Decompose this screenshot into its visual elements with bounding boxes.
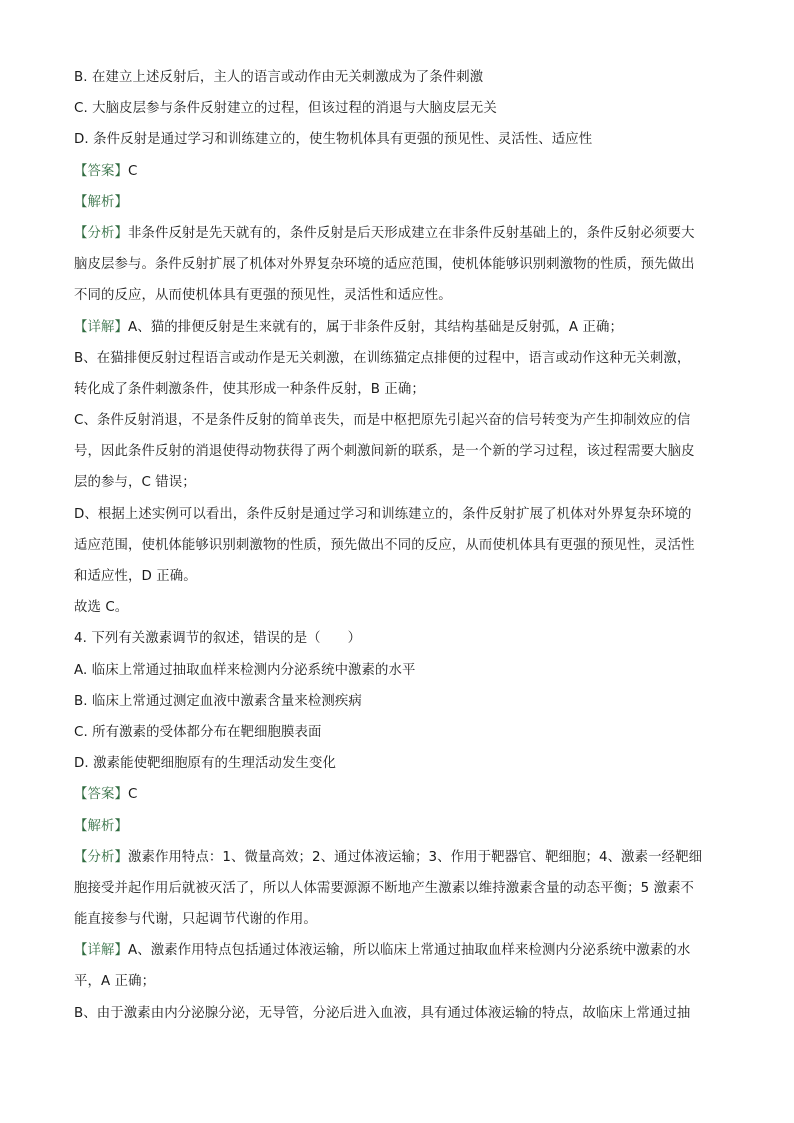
answer-value: C: [127, 163, 138, 179]
q3-xiangjie-line: D、根据上述实例可以看出，条件反射是通过学习和训练建立的，条件反射扩展了机体对外界复杂环境的: [74, 506, 692, 522]
xiangjie-text: A、猫的排便反射是生来就有的，属于非条件反射，其结构基础是反射弧，A 正确；: [127, 319, 624, 335]
q4-option-a: A. 临床上常通过抽取血样来检测内分泌系统中激素的水平: [74, 662, 416, 678]
q4-analysis-heading: 【解析】: [74, 818, 128, 834]
answer-value: C: [127, 787, 138, 803]
xiangjie-text: A、激素作用特点包括通过体液运输，所以临床上常通过抽取血样来检测内分泌系统中激素的水: [127, 943, 691, 959]
q3-option-b: B. 在建立上述反射后，主人的语言或动作由无关刺激成为了条件刺激: [74, 70, 484, 85]
q3-conclusion: 故选 C。: [74, 600, 129, 616]
q3-xiangjie-line: 号，因此条件反射的消退使得动物获得了两个刺激间新的联系，是一个新的学习过程，该过程需要大脑皮: [74, 444, 695, 460]
q4-fenxi-line: 胞接受并起作用后就被灭活了，所以人体需要源源不断地产生激素以维持激素含量的动态平衡；5 激素不: [74, 880, 695, 896]
q3-xiangjie-line: [74, 312, 724, 343]
q4-xiangjie-line: [74, 935, 724, 966]
fenxi-text: 激素作用特点：1、微量高效；2、通过体液运输；3、作用于靶器官、靶细胞；4、激素一经靶细: [127, 849, 703, 865]
q4-fenxi-line: 能直接参与代谢，只起调节代谢的作用。: [74, 912, 317, 928]
q3-xiangjie-line: 和适应性，D 正确。: [74, 569, 197, 584]
q3-xiangjie-line: C、条件反射消退，不是条件反射的简单丧失，而是中枢把原先引起兴奋的信号转变为产生抑制效应的信: [74, 413, 691, 429]
q3-analysis-heading: 【解析】: [74, 194, 128, 210]
q3-xiangjie-line: 转化成了条件刺激条件，使其形成一种条件反射，B 正确；: [74, 381, 425, 397]
q4-option-b: B. 临床上常通过测定血液中激素含量来检测疾病: [74, 693, 362, 709]
fenxi-tag: 【分析】: [74, 849, 128, 865]
q4-option-d: D. 激素能使靶细胞原有的生理活动发生变化: [74, 756, 336, 772]
q4-xiangjie-line: 平，A 正确；: [74, 974, 156, 990]
fenxi-text: 非条件反射是先天就有的，条件反射是后天形成建立在非条件反射基础上的，条件反射必须要大: [127, 225, 695, 241]
xiangjie-tag: 【详解】: [74, 943, 128, 959]
xiangjie-tag: 【详解】: [74, 319, 128, 335]
q3-option-c: C. 大脑皮层参与条件反射建立的过程，但该过程的消退与大脑皮层无关: [74, 101, 497, 117]
q3-answer: [74, 156, 724, 187]
answer-tag: 【答案】: [74, 163, 128, 179]
q4-fenxi-line: [74, 842, 724, 873]
q4-option-c: C. 所有激素的受体都分布在靶细胞膜表面: [74, 724, 322, 740]
q4-xiangjie-line: B、由于激素由内分泌腺分泌，无导管，分泌后进入血液，具有通过体液运输的特点，故临床上常通过抽: [74, 1005, 691, 1021]
q3-xiangjie-line: B、在猫排便反射过程语言或动作是无关刺激，在训练猫定点排便的过程中，语言或动作这种无关刺激，: [74, 350, 691, 366]
fenxi-tag: 【分析】: [74, 225, 128, 241]
q3-fenxi-line: 脑皮层参与。条件反射扩展了机体对外界复杂环境的适应范围，使机体能够识别刺激物的性质，预先做出: [74, 257, 695, 273]
document-page: [74, 62, 724, 1029]
q4-stem: 4. 下列有关激素调节的叙述，错误的是（ ）: [74, 631, 362, 647]
q3-fenxi-line: [74, 218, 724, 249]
q3-option-d: D. 条件反射是通过学习和训练建立的，使生物机体具有更强的预见性、灵活性、适应性: [74, 132, 593, 148]
q3-xiangjie-line: 层的参与，C 错误；: [74, 475, 196, 491]
q3-fenxi-line: 不同的反应，从而使机体具有更强的预见性，灵活性和适应性。: [74, 288, 452, 304]
answer-tag: 【答案】: [74, 787, 128, 803]
q3-xiangjie-line: 适应范围，使机体能够识别刺激物的性质，预先做出不同的反应，从而使机体具有更强的预见性，灵活性: [74, 537, 695, 553]
q4-answer: [74, 779, 724, 810]
